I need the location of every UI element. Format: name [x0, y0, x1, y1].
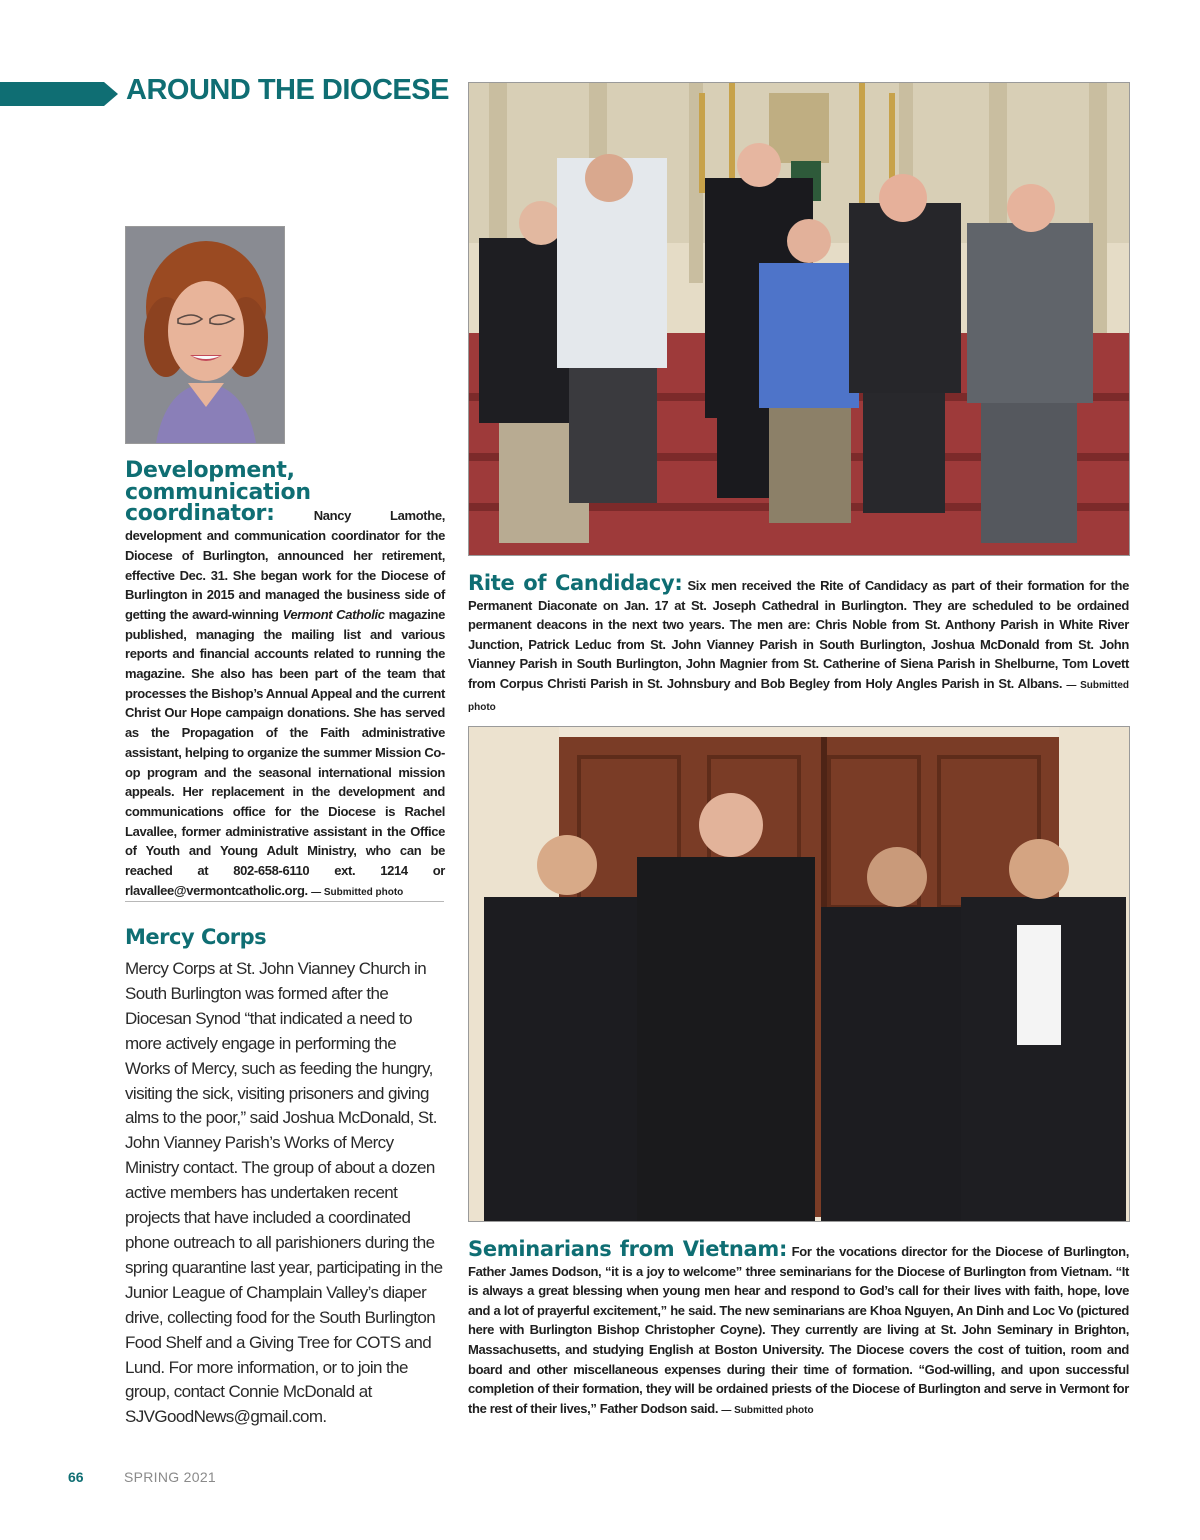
article-headline: Development, communication coordinator: [125, 458, 311, 527]
column-divider [125, 901, 444, 902]
rite-of-candidacy-photo [468, 82, 1130, 556]
photo-credit: — Submitted photo [721, 1404, 814, 1416]
article-mercy-corps-body: Mercy Corps at St. John Vianney Church in South Burlington was formed after the Diocesan Synod “that indicated a need to more actively engage in performing the Works of Mercy, such as feeding the hungry, visiting the sick, visiting prisoners and giving alms to the poor,” said Joshua McDonald, St. John Vianney Parish’s Works of Mercy Ministry contact. The group of about a dozen active members has undertaken recent projects that have included a coordinated phone outreach to all parishioners during the spring quarantine last year, participating in the Junior League of Champlain Valley’s diaper drive, collecting food for the South Burlington Food Shelf and a Giving Tree for COTS and Lund. For more information, or to join the group, contact Connie McDonald at SJVGoodNews@gmail.com. [125, 959, 443, 1427]
article-seminarians [468, 1237, 1129, 1420]
portrait-photo [125, 226, 285, 444]
article-development [125, 458, 446, 902]
article-headline-mercy-corps: Mercy Corps [125, 925, 267, 949]
photo-credit: — Submitted photo [311, 886, 404, 898]
article-body: Six men received the Rite of Candidacy as part of their formation for the Permanent Diaconate on Jan. 17 at St. Joseph Cathedral in Burlington. They are scheduled to be ordained permanent deacons in the next two years. The men are: Chris Noble from St. Anthony Parish in White River Junction, Patrick Leduc from St. John Vianney Parish in South Burlington, Joshua McDonald from St. John Vianney Parish in South Burlington, John Magnier from St. Catherine of Siena Parish in Shelburne, Tom Lovett from Corpus Christi Parish in St. Johnsbury and Bob Begley from Holy Angles Parish in St. Albans. [468, 578, 1130, 691]
article-body-continued: magazine published, managing the mailing list and various reports and financial accounts related to running the magazine. She also has been part of the team that processes the Bishop’s Annual Appeal and the current Christ Our Hope campaign donations. She has served as the Propagation of the Faith administrative assistant, helping to organize the summer Mission Co-op program and the seasonal international mission appeals. Her replacement in the development and communications office for the Diocese is Rachel Lavallee, former administrative assistant in the Office of Youth and Young Adult Ministry, who can be reached at 802-658-6110 ext. 1214 or rlavallee@vermontcatholic.org. [125, 606, 446, 898]
article-headline: Rite of Candidacy: [468, 571, 683, 595]
magazine-title: Vermont Catholic [282, 606, 385, 622]
page-number: 66 [68, 1469, 84, 1485]
section-title: AROUND THE DIOCESE [126, 74, 449, 106]
seminarians-photo [468, 726, 1130, 1222]
section-arrow [0, 82, 118, 106]
article-body: For the vocations director for the Diocese of Burlington, Father James Dodson, “it is a joy to welcome” three seminarians for the Diocese of Burlington from Vietnam. “It is always a great blessing when young men hear and respond to God’s call for their lives with faith, hope, love and a lot of prayerful excitement,” he said. The new seminarians are Khoa Nguyen, An Dinh and Loc Vo (pictured here with Burlington Bishop Christopher Coyne). They currently are living at St. John Seminary in Brighton, Massachusetts, and studying English at Boston University. The Diocese covers the cost of tuition, room and board and other miscellaneous expenses during their time of formation. “God-willing, and upon successful completion of their formation, they will be ordained priests of the Diocese of Burlington and serve in Vermont for the rest of their lives,” Father Dodson said. [468, 1244, 1129, 1416]
article-headline: Seminarians from Vietnam: [468, 1237, 788, 1261]
photo-credit: — Submitted photo [468, 679, 1129, 713]
article-rite-of-candidacy [468, 571, 1130, 717]
issue-label: SPRING 2021 [124, 1469, 217, 1485]
article-body: Nancy Lamothe, development and communication coordinator for the Diocese of Burlington, announced her retirement, effective Dec. 31. She began work for the Diocese of Burlington in 2015 and managed the business side of getting the award-winning [125, 508, 446, 622]
